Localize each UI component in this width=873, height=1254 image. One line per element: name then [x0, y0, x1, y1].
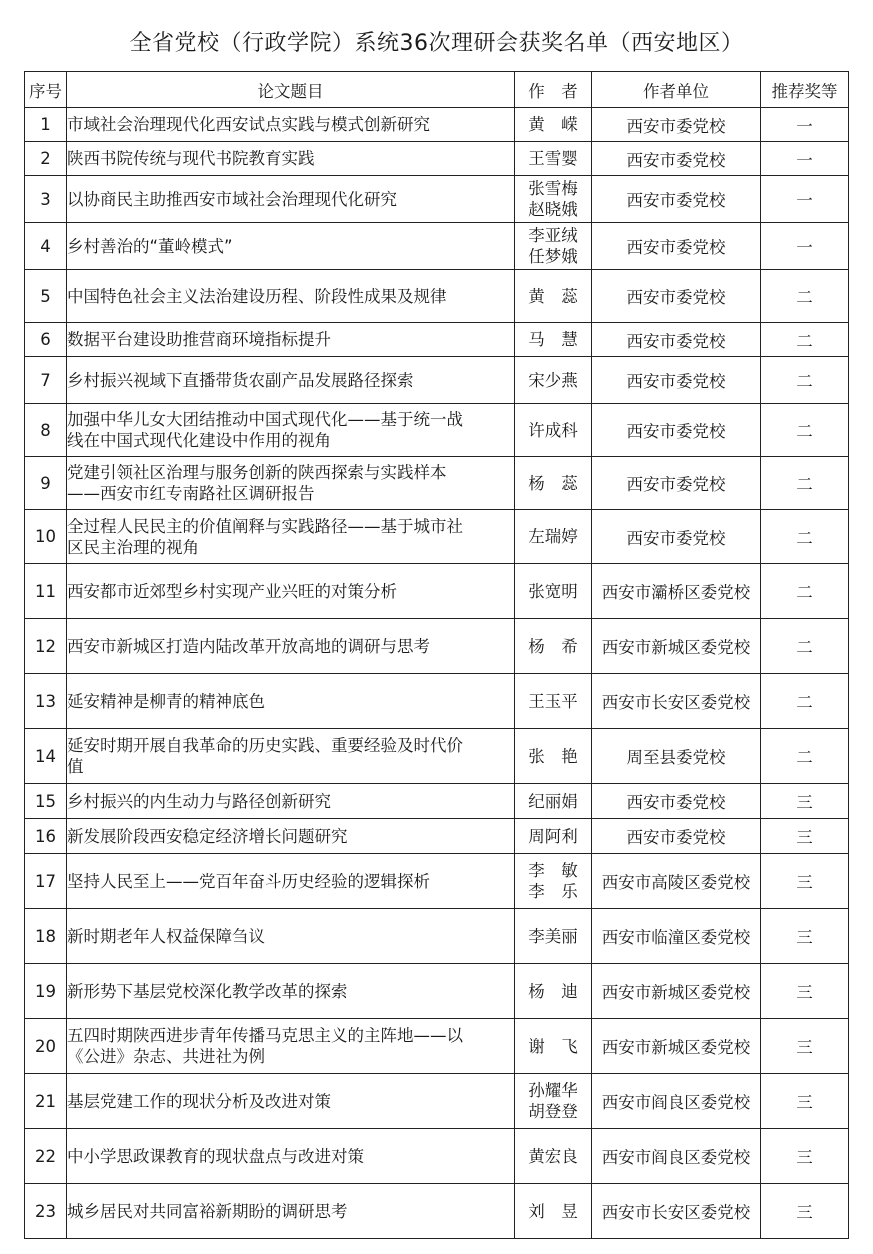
row-number: 6: [25, 323, 67, 357]
table-row: [25, 510, 849, 564]
paper-title: [67, 964, 515, 1019]
author-name: 王雪婴: [528, 149, 578, 168]
author-cell: [515, 323, 592, 357]
author-cell: [515, 270, 592, 323]
paper-title-line: 延安时期开展自我革命的历史实践、重要经验及时代价: [67, 736, 463, 755]
row-number: 8: [25, 404, 67, 457]
paper-title: [67, 457, 515, 510]
author-name: 杨 迪: [528, 981, 578, 1001]
award-level: 一: [761, 176, 849, 223]
paper-title-line: 中国特色社会主义法治建设历程、阶段性成果及规律: [67, 286, 447, 306]
table-row: [25, 819, 849, 854]
paper-title-line: 新时期老年人权益保障刍议: [67, 926, 265, 946]
author-cell: [515, 404, 592, 457]
paper-title: [67, 784, 515, 819]
row-number: 16: [25, 819, 67, 854]
table-row: [25, 729, 849, 784]
table-row: [25, 176, 849, 223]
award-level: 二: [761, 729, 849, 784]
author-name: 李亚绒: [528, 226, 578, 245]
table-row: [25, 784, 849, 819]
paper-title-line: 西安都市近郊型乡村实现产业兴旺的对策分析: [67, 581, 397, 601]
author-name: 黄 蕊: [528, 286, 578, 306]
award-level: 二: [761, 404, 849, 457]
paper-title: [67, 729, 515, 784]
paper-title: [67, 854, 515, 909]
row-number: 10: [25, 510, 67, 564]
table-row: [25, 854, 849, 909]
table-row: [25, 1019, 849, 1074]
author-name: 宋少燕: [528, 370, 578, 390]
row-number: 21: [25, 1074, 67, 1129]
row-number: 5: [25, 270, 67, 323]
paper-title-line: 党建引领社区治理与服务创新的陕西探索与实践样本: [67, 463, 447, 482]
author-unit: 西安市高陵区委党校: [592, 854, 761, 909]
row-number: 20: [25, 1019, 67, 1074]
row-number: 4: [25, 223, 67, 270]
author-cell: [515, 909, 592, 964]
author-cell: [515, 784, 592, 819]
award-level: 三: [761, 1129, 849, 1184]
table-row: [25, 270, 849, 323]
paper-title-line: 基层党建工作的现状分析及改进对策: [67, 1091, 331, 1111]
author-name: 纪丽娟: [528, 791, 578, 811]
author-unit: 西安市委党校: [592, 404, 761, 457]
author-name: 张 艳: [528, 746, 578, 766]
author-unit: 西安市委党校: [592, 176, 761, 223]
paper-title: [67, 223, 515, 270]
author-cell: [515, 457, 592, 510]
award-level: 二: [761, 270, 849, 323]
author-cell: [515, 1074, 592, 1129]
row-number: 12: [25, 619, 67, 674]
author-cell: [515, 176, 592, 223]
author-unit: 西安市新城区委党校: [592, 964, 761, 1019]
paper-title: [67, 270, 515, 323]
row-number: 1: [25, 108, 67, 142]
author-unit: 西安市委党校: [592, 357, 761, 404]
table-row: [25, 108, 849, 142]
author-cell: [515, 510, 592, 564]
paper-title: [67, 1184, 515, 1239]
author-name: 黄 嵘: [528, 115, 578, 134]
author-unit: 西安市委党校: [592, 784, 761, 819]
row-number: 11: [25, 564, 67, 619]
row-number: 2: [25, 142, 67, 176]
header-award: 推荐奖等: [761, 72, 849, 108]
paper-title-line: 五四时期陕西进步青年传播马克思主义的主阵地——以: [67, 1026, 463, 1045]
paper-title-line: 新形势下基层党校深化教学改革的探索: [67, 981, 348, 1001]
table-row: [25, 619, 849, 674]
row-number: 19: [25, 964, 67, 1019]
header-unit: 作者单位: [592, 72, 761, 108]
paper-title: [67, 1019, 515, 1074]
author-unit: 西安市灞桥区委党校: [592, 564, 761, 619]
table-row: [25, 1184, 849, 1239]
paper-title-line: 数据平台建设助推营商环境指标提升: [67, 330, 331, 349]
author-name: 许成科: [528, 420, 578, 440]
award-level: 三: [761, 1019, 849, 1074]
author-name: 刘 昱: [528, 1201, 578, 1221]
paper-title-line: 城乡居民对共同富裕新期盼的调研思考: [67, 1201, 348, 1221]
table-row: [25, 1129, 849, 1184]
paper-title-line: 市域社会治理现代化西安试点实践与模式创新研究: [67, 115, 430, 134]
row-number: 23: [25, 1184, 67, 1239]
award-level: 二: [761, 357, 849, 404]
paper-title-line: 《公进》杂志、共进社为例: [67, 1047, 265, 1066]
table-row: [25, 674, 849, 729]
author-unit: 西安市新城区委党校: [592, 1019, 761, 1074]
award-level: 二: [761, 619, 849, 674]
author-cell: [515, 964, 592, 1019]
author-name: 孙耀华: [528, 1081, 578, 1100]
award-level: 三: [761, 909, 849, 964]
award-level: 三: [761, 784, 849, 819]
header-author: 作 者: [515, 72, 592, 108]
paper-title: [67, 404, 515, 457]
table-row: [25, 404, 849, 457]
author-unit: 西安市新城区委党校: [592, 619, 761, 674]
row-number: 13: [25, 674, 67, 729]
author-cell: [515, 142, 592, 176]
paper-title-line: 全过程人民民主的价值阐释与实践路径——基于城市社: [67, 516, 463, 536]
author-name: 王玉平: [528, 691, 578, 711]
paper-title: [67, 819, 515, 854]
paper-title: [67, 619, 515, 674]
paper-title-line: 线在中国式现代化建设中作用的视角: [67, 431, 331, 450]
author-cell: [515, 674, 592, 729]
table-row: [25, 964, 849, 1019]
author-unit: 西安市长安区委党校: [592, 1184, 761, 1239]
award-level: 二: [761, 323, 849, 357]
author-cell: [515, 854, 592, 909]
award-level: 三: [761, 1184, 849, 1239]
table-row: [25, 323, 849, 357]
header-no: 序号: [25, 72, 67, 108]
author-unit: 西安市临潼区委党校: [592, 909, 761, 964]
header-row: [25, 72, 849, 108]
paper-title: [67, 357, 515, 404]
paper-title-line: 值: [67, 757, 84, 776]
author-unit: 西安市阎良区委党校: [592, 1129, 761, 1184]
author-cell: [515, 729, 592, 784]
table-row: [25, 909, 849, 964]
author-cell: [515, 108, 592, 142]
author-unit: 西安市委党校: [592, 510, 761, 564]
paper-title-line: ——西安市红专南路社区调研报告: [67, 484, 315, 503]
award-level: 二: [761, 564, 849, 619]
row-number: 22: [25, 1129, 67, 1184]
table-row: [25, 357, 849, 404]
author-unit: 西安市委党校: [592, 223, 761, 270]
author-cell: [515, 619, 592, 674]
author-name: 张雪梅: [528, 179, 578, 198]
author-cell: [515, 819, 592, 854]
award-level: 三: [761, 854, 849, 909]
paper-title: [67, 142, 515, 176]
paper-title: [67, 176, 515, 223]
author-name: 李 敏: [528, 861, 578, 880]
author-name: 李美丽: [528, 926, 578, 946]
paper-title-line: 延安精神是柳青的精神底色: [67, 691, 265, 711]
paper-title-line: 中小学思政课教育的现状盘点与改进对策: [67, 1146, 364, 1166]
author-name: 胡登登: [528, 1102, 578, 1121]
author-name: 张宽明: [528, 581, 578, 601]
row-number: 14: [25, 729, 67, 784]
author-cell: [515, 223, 592, 270]
table-row: [25, 564, 849, 619]
paper-title-line: 以协商民主助推西安市域社会治理现代化研究: [67, 189, 397, 209]
author-name: 任梦娥: [528, 247, 578, 266]
row-number: 17: [25, 854, 67, 909]
paper-title-line: 乡村振兴的内生动力与路径创新研究: [67, 791, 331, 811]
award-level: 一: [761, 223, 849, 270]
author-cell: [515, 1184, 592, 1239]
author-unit: 西安市委党校: [592, 142, 761, 176]
author-unit: 西安市委党校: [592, 457, 761, 510]
paper-title-line: 乡村振兴视域下直播带货农副产品发展路径探索: [67, 370, 414, 390]
author-unit: 西安市委党校: [592, 323, 761, 357]
table-row: [25, 223, 849, 270]
author-cell: [515, 1129, 592, 1184]
author-unit: 西安市委党校: [592, 270, 761, 323]
paper-title: [67, 1074, 515, 1129]
author-unit: 西安市长安区委党校: [592, 674, 761, 729]
page-title: 全省党校（行政学院）系统36次理研会获奖名单（西安地区）: [129, 31, 744, 56]
row-number: 7: [25, 357, 67, 404]
paper-title: [67, 510, 515, 564]
award-level: 二: [761, 510, 849, 564]
paper-title-line: 加强中华儿女大团结推动中国式现代化——基于统一战: [67, 410, 463, 429]
author-unit: 周至县委党校: [592, 729, 761, 784]
author-name: 李 乐: [528, 882, 578, 901]
author-unit: 西安市委党校: [592, 108, 761, 142]
author-name: 赵晓娥: [528, 200, 578, 219]
header-title: 论文题目: [67, 72, 515, 108]
table-row: [25, 457, 849, 510]
awards-table: [24, 71, 849, 1239]
author-name: 杨 希: [528, 636, 578, 656]
award-level: 二: [761, 457, 849, 510]
author-cell: [515, 1019, 592, 1074]
paper-title-line: 坚持人民至上——党百年奋斗历史经验的逻辑探析: [67, 871, 430, 891]
award-level: 一: [761, 108, 849, 142]
row-number: 15: [25, 784, 67, 819]
table-body: [25, 108, 849, 1239]
paper-title-line: 西安市新城区打造内陆改革开放高地的调研与思考: [67, 636, 430, 656]
paper-title: [67, 674, 515, 729]
award-level: 二: [761, 674, 849, 729]
paper-title: [67, 108, 515, 142]
paper-title-line: 区民主治理的视角: [67, 537, 199, 557]
author-unit: 西安市阎良区委党校: [592, 1074, 761, 1129]
award-level: 一: [761, 142, 849, 176]
paper-title-line: 乡村善治的“董岭模式”: [67, 236, 233, 256]
table-row: [25, 142, 849, 176]
author-name: 谢 飞: [528, 1036, 578, 1056]
paper-title: [67, 1129, 515, 1184]
paper-title-line: 陕西书院传统与现代书院教育实践: [67, 149, 315, 168]
award-level: 三: [761, 1074, 849, 1129]
author-name: 周阿利: [528, 826, 578, 846]
author-cell: [515, 564, 592, 619]
paper-title: [67, 909, 515, 964]
author-name: 黄宏良: [528, 1146, 578, 1166]
paper-title: [67, 323, 515, 357]
author-name: 杨 蕊: [528, 473, 578, 493]
author-cell: [515, 357, 592, 404]
award-level: 三: [761, 964, 849, 1019]
row-number: 9: [25, 457, 67, 510]
author-name: 左瑞婷: [528, 527, 578, 546]
paper-title-line: 新发展阶段西安稳定经济增长问题研究: [67, 826, 348, 846]
award-level: 三: [761, 819, 849, 854]
author-unit: 西安市委党校: [592, 819, 761, 854]
author-name: 马 慧: [528, 330, 578, 349]
paper-title: [67, 564, 515, 619]
row-number: 18: [25, 909, 67, 964]
row-number: 3: [25, 176, 67, 223]
table-row: [25, 1074, 849, 1129]
